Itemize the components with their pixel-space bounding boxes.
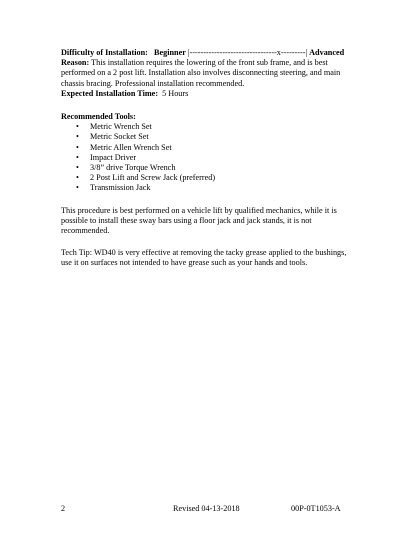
tool-item (76, 152, 359, 163)
difficulty-advanced: Advanced (309, 48, 345, 57)
bullet-icon: • (76, 183, 79, 193)
page-number: 2 (61, 504, 66, 513)
difficulty-line (61, 48, 359, 58)
bullet-icon: • (76, 122, 79, 132)
installation-time-line (61, 89, 359, 99)
installation-time-value: 5 Hours (162, 88, 189, 98)
bullet-icon: • (76, 142, 79, 152)
tool-item-label: Metric Socket Set (90, 132, 149, 142)
difficulty-beginner: Beginner (154, 48, 186, 57)
difficulty-label: Difficulty of Installation: (61, 48, 148, 57)
tool-item (76, 132, 359, 142)
tools-heading: Recommended Tools: (61, 112, 136, 122)
bullet-icon: • (76, 173, 79, 183)
tool-item-label: 3/8” drive Torque Wrench (90, 163, 176, 173)
tool-item (76, 163, 359, 173)
installation-time-label: Expected Installation Time: (61, 88, 159, 98)
tool-item (76, 173, 359, 183)
tool-item (76, 142, 359, 153)
page-footer (0, 504, 416, 516)
difficulty-scale: |--------------------------------x---------| (187, 48, 308, 57)
tool-item-label: 2 Post Lift and Screw Jack (preferred) (90, 173, 216, 183)
procedure-note: This procedure is best performed on a vehicle lift by qualified mechanics, while it is possible to install these sway bars using a floor jack and jack stands, it is not recommended. (61, 205, 337, 236)
reason-text: This installation requires the lowering of the front sub frame, and is best performed on a 2 post lift. Installation also involves disconnecting steering, and main chassis bracing. Professional installation recommended. (61, 58, 341, 88)
tool-item-label: Transmission Jack (90, 183, 151, 193)
tool-item-label: Impact Driver (90, 152, 137, 162)
reason-paragraph (61, 58, 359, 89)
bullet-icon: • (76, 163, 79, 173)
tool-item (76, 122, 359, 132)
page-content (61, 48, 359, 269)
tool-item-label: Metric Allen Wrench Set (90, 142, 172, 152)
tools-list (61, 122, 359, 193)
document-number: 00P-0T1053-A (291, 504, 341, 513)
tool-item-label: Metric Wrench Set (90, 122, 152, 132)
reason-label: Reason: (61, 58, 90, 68)
tool-item (76, 183, 359, 193)
tech-tip: Tech Tip: WD40 is very effective at removing the tacky grease applied to the bushings, use it on surfaces not intended to have grease such as your hands and tools. (61, 248, 347, 268)
bullet-icon: • (76, 132, 79, 142)
revision-date: Revised 04-13-2018 (173, 504, 240, 513)
bullet-icon: • (76, 152, 79, 162)
